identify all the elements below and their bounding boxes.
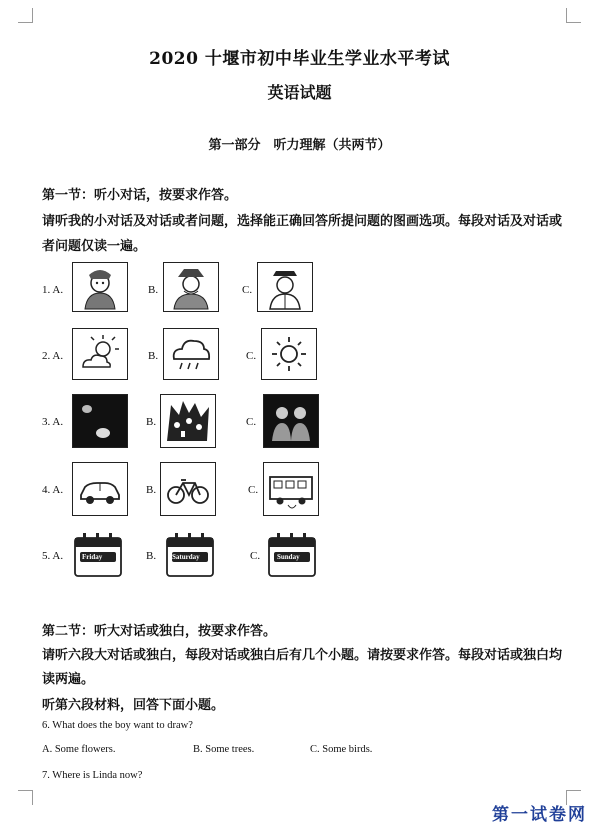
section2-heading: 第二节：听大对话或独白，按要求作答。 [42, 624, 277, 639]
question-1-c-label: C. [242, 284, 253, 296]
chef-icon[interactable] [72, 262, 128, 312]
question-5-label: 5. A. [42, 550, 64, 562]
question-3-b-label: B. [146, 416, 157, 428]
section2-material: 听第六段材料，回答下面小题。 [42, 698, 225, 713]
sun-icon[interactable] [261, 328, 317, 380]
calendar-saturday-text: Saturday [172, 553, 200, 561]
section2-instruction-2: 读两遍。 [42, 672, 95, 687]
question-3-c-label: C. [246, 416, 257, 428]
part-title: 第一部分 听力理解（共两节） [208, 138, 391, 153]
bicycle-icon[interactable] [160, 462, 216, 516]
question-1-label: 1. A. [42, 284, 64, 296]
rain-icon[interactable] [163, 328, 219, 380]
section1-heading: 第一节：听小对话，按要求作答。 [42, 188, 238, 203]
section1-instruction-2: 者问题仅读一遍。 [42, 239, 147, 254]
question-7-text: 7. Where is Linda now? [42, 770, 143, 781]
farmer-icon[interactable] [163, 262, 219, 312]
calendar-friday-text: Friday [82, 553, 103, 561]
question-5-b-label: B. [146, 550, 157, 562]
section1-instruction-1: 请听我的小对话及对话或者问题，选择能正确回答所提问题的图画选项。每段对话及对话或 [42, 214, 563, 229]
crop-mark-top-left [18, 8, 33, 23]
partly-cloudy-icon[interactable] [72, 328, 128, 380]
section2-instruction-1: 请听六段大对话或独白，每段对话或独白后有几个小题。请按要求作答。每段对话或独白均 [42, 648, 563, 663]
car-icon[interactable] [72, 462, 128, 516]
question-2-b-label: B. [148, 350, 159, 362]
question-6-text: 6. What does the boy want to draw? [42, 720, 193, 731]
dark-scene-icon[interactable] [72, 394, 128, 448]
question-6-option-a[interactable]: A. Some flowers. [42, 744, 116, 755]
question-4-label: 4. A. [42, 484, 64, 496]
crop-mark-bottom-left [18, 790, 33, 805]
exam-title: 2020 十堰市初中毕业生学业水平考试 [149, 49, 450, 69]
watermark-logo: 第一试卷网 [492, 805, 587, 825]
bus-icon[interactable] [263, 462, 319, 516]
subject-title: 英语试题 [267, 83, 332, 102]
question-4-c-label: C. [248, 484, 259, 496]
crop-mark-top-right [566, 8, 581, 23]
question-6-option-b[interactable]: B. Some trees. [193, 744, 255, 755]
question-3-label: 3. A. [42, 416, 64, 428]
people-scene-icon[interactable] [263, 394, 319, 448]
question-4-b-label: B. [146, 484, 157, 496]
question-2-c-label: C. [246, 350, 257, 362]
question-2-label: 2. A. [42, 350, 64, 362]
calendar-sunday-text: Sunday [277, 553, 300, 561]
crowd-scene-icon[interactable] [160, 394, 216, 448]
question-1-b-label: B. [148, 284, 159, 296]
question-5-c-label: C. [250, 550, 261, 562]
police-officer-icon[interactable] [257, 262, 313, 312]
question-6-option-c[interactable]: C. Some birds. [310, 744, 373, 755]
